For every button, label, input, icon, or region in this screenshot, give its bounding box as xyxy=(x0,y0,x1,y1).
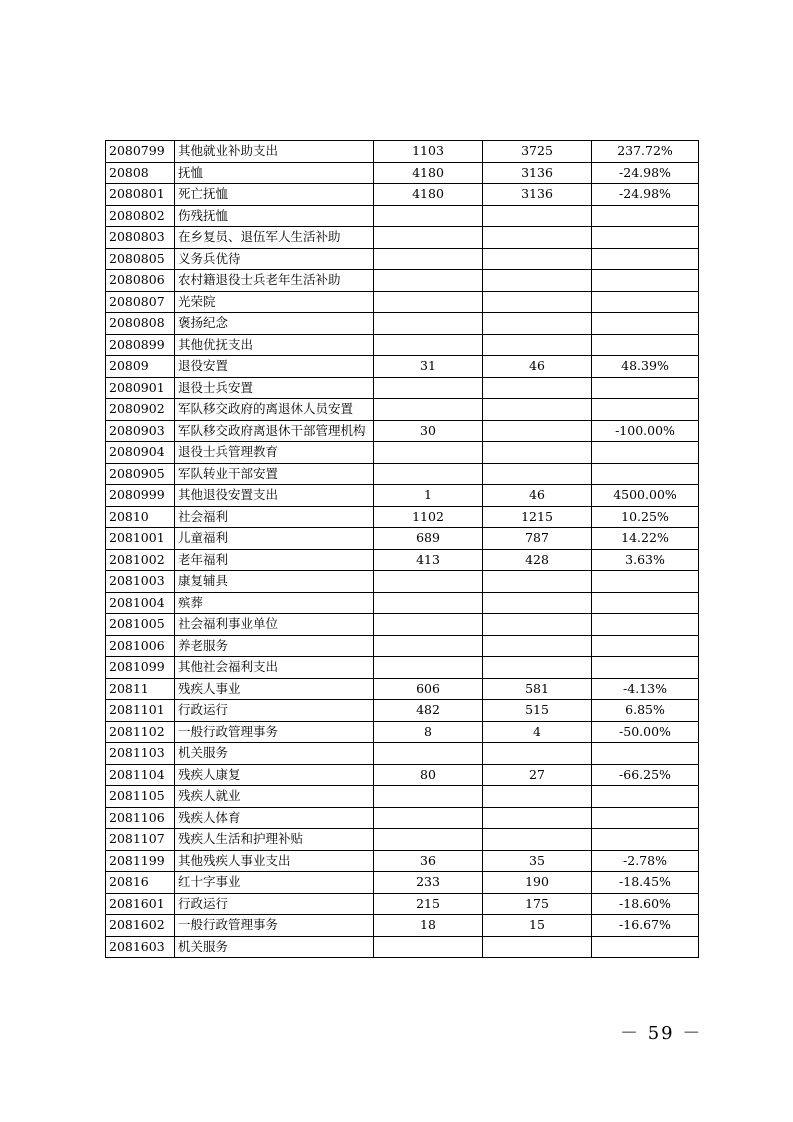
change-rate-cell: -4.13% xyxy=(592,678,699,700)
table-row xyxy=(106,248,699,270)
account-code-cell: 2080802 xyxy=(106,205,175,227)
table-row xyxy=(106,721,699,743)
current-amount-cell: 15 xyxy=(483,915,592,937)
change-rate-cell xyxy=(592,786,699,808)
account-name-cell: 军队移交政府离退休干部管理机构 xyxy=(175,420,374,442)
current-amount-cell xyxy=(483,829,592,851)
account-name-cell: 机关服务 xyxy=(175,936,374,958)
current-amount-cell: 46 xyxy=(483,485,592,507)
account-code-cell: 2080999 xyxy=(106,485,175,507)
account-code-cell: 2080902 xyxy=(106,399,175,421)
current-amount-cell xyxy=(483,936,592,958)
current-amount-cell xyxy=(483,743,592,765)
current-amount-cell: 3136 xyxy=(483,184,592,206)
previous-amount-cell xyxy=(374,205,483,227)
table-row xyxy=(106,205,699,227)
previous-amount-cell: 18 xyxy=(374,915,483,937)
table-row xyxy=(106,915,699,937)
account-name-cell: 残疾人体育 xyxy=(175,807,374,829)
change-rate-cell xyxy=(592,463,699,485)
previous-amount-cell xyxy=(374,313,483,335)
table-row xyxy=(106,506,699,528)
change-rate-cell: 4500.00% xyxy=(592,485,699,507)
account-code-cell: 2081601 xyxy=(106,893,175,915)
current-amount-cell xyxy=(483,614,592,636)
change-rate-cell xyxy=(592,807,699,829)
account-name-cell: 社会福利事业单位 xyxy=(175,614,374,636)
previous-amount-cell xyxy=(374,227,483,249)
account-name-cell: 残疾人康复 xyxy=(175,764,374,786)
previous-amount-cell: 606 xyxy=(374,678,483,700)
previous-amount-cell: 36 xyxy=(374,850,483,872)
account-name-cell: 儿童福利 xyxy=(175,528,374,550)
change-rate-cell xyxy=(592,205,699,227)
account-code-cell: 20816 xyxy=(106,872,175,894)
table-row xyxy=(106,442,699,464)
table-row xyxy=(106,356,699,378)
change-rate-cell xyxy=(592,614,699,636)
previous-amount-cell: 689 xyxy=(374,528,483,550)
change-rate-cell xyxy=(592,635,699,657)
account-code-cell: 2081102 xyxy=(106,721,175,743)
account-code-cell: 20810 xyxy=(106,506,175,528)
previous-amount-cell xyxy=(374,377,483,399)
previous-amount-cell xyxy=(374,399,483,421)
account-code-cell: 2081101 xyxy=(106,700,175,722)
previous-amount-cell xyxy=(374,463,483,485)
table-row xyxy=(106,571,699,593)
table-row xyxy=(106,291,699,313)
account-code-cell: 2081603 xyxy=(106,936,175,958)
change-rate-cell xyxy=(592,377,699,399)
current-amount-cell xyxy=(483,786,592,808)
account-name-cell: 一般行政管理事务 xyxy=(175,721,374,743)
account-name-cell: 社会福利 xyxy=(175,506,374,528)
account-name-cell: 退役士兵管理教育 xyxy=(175,442,374,464)
account-code-cell: 2080799 xyxy=(106,141,175,163)
account-name-cell: 残疾人生活和护理补贴 xyxy=(175,829,374,851)
account-code-cell: 2081006 xyxy=(106,635,175,657)
change-rate-cell: -24.98% xyxy=(592,184,699,206)
table-row xyxy=(106,485,699,507)
current-amount-cell xyxy=(483,571,592,593)
change-rate-cell xyxy=(592,313,699,335)
table-row xyxy=(106,657,699,679)
account-name-cell: 在乡复员、退伍军人生活补助 xyxy=(175,227,374,249)
account-name-cell: 退役安置 xyxy=(175,356,374,378)
table-row xyxy=(106,399,699,421)
budget-table xyxy=(105,140,699,958)
account-name-cell: 残疾人就业 xyxy=(175,786,374,808)
table-row xyxy=(106,743,699,765)
table-row xyxy=(106,764,699,786)
account-code-cell: 20811 xyxy=(106,678,175,700)
account-code-cell: 2081105 xyxy=(106,786,175,808)
page-number: － 59 － xyxy=(620,1023,703,1044)
current-amount-cell xyxy=(483,463,592,485)
table-row xyxy=(106,700,699,722)
account-code-cell: 2080903 xyxy=(106,420,175,442)
account-name-cell: 红十字事业 xyxy=(175,872,374,894)
previous-amount-cell: 413 xyxy=(374,549,483,571)
budget-table-container xyxy=(105,140,699,958)
account-code-cell: 2080807 xyxy=(106,291,175,313)
account-code-cell: 2080808 xyxy=(106,313,175,335)
change-rate-cell: -18.45% xyxy=(592,872,699,894)
account-name-cell: 行政运行 xyxy=(175,893,374,915)
change-rate-cell xyxy=(592,270,699,292)
account-code-cell: 20808 xyxy=(106,162,175,184)
current-amount-cell xyxy=(483,635,592,657)
account-code-cell: 2080905 xyxy=(106,463,175,485)
previous-amount-cell xyxy=(374,571,483,593)
current-amount-cell: 46 xyxy=(483,356,592,378)
change-rate-cell: 48.39% xyxy=(592,356,699,378)
table-row xyxy=(106,829,699,851)
account-code-cell: 2081602 xyxy=(106,915,175,937)
current-amount-cell: 27 xyxy=(483,764,592,786)
account-code-cell: 2081004 xyxy=(106,592,175,614)
current-amount-cell xyxy=(483,420,592,442)
table-row xyxy=(106,313,699,335)
account-name-cell: 残疾人事业 xyxy=(175,678,374,700)
table-row xyxy=(106,893,699,915)
current-amount-cell xyxy=(483,657,592,679)
account-name-cell: 康复辅具 xyxy=(175,571,374,593)
table-row xyxy=(106,614,699,636)
current-amount-cell: 581 xyxy=(483,678,592,700)
change-rate-cell xyxy=(592,399,699,421)
previous-amount-cell: 4180 xyxy=(374,184,483,206)
previous-amount-cell xyxy=(374,248,483,270)
previous-amount-cell xyxy=(374,786,483,808)
previous-amount-cell xyxy=(374,743,483,765)
table-row xyxy=(106,936,699,958)
table-row xyxy=(106,872,699,894)
change-rate-cell xyxy=(592,743,699,765)
account-code-cell: 2081005 xyxy=(106,614,175,636)
account-code-cell: 2080904 xyxy=(106,442,175,464)
previous-amount-cell xyxy=(374,592,483,614)
change-rate-cell: 14.22% xyxy=(592,528,699,550)
current-amount-cell xyxy=(483,399,592,421)
change-rate-cell xyxy=(592,227,699,249)
current-amount-cell: 4 xyxy=(483,721,592,743)
table-row xyxy=(106,141,699,163)
current-amount-cell: 35 xyxy=(483,850,592,872)
account-name-cell: 其他残疾人事业支出 xyxy=(175,850,374,872)
account-code-cell: 20809 xyxy=(106,356,175,378)
account-code-cell: 2080805 xyxy=(106,248,175,270)
previous-amount-cell xyxy=(374,807,483,829)
change-rate-cell: 3.63% xyxy=(592,549,699,571)
current-amount-cell: 175 xyxy=(483,893,592,915)
current-amount-cell: 1215 xyxy=(483,506,592,528)
current-amount-cell xyxy=(483,442,592,464)
change-rate-cell: -66.25% xyxy=(592,764,699,786)
change-rate-cell: -2.78% xyxy=(592,850,699,872)
current-amount-cell: 190 xyxy=(483,872,592,894)
change-rate-cell xyxy=(592,334,699,356)
current-amount-cell: 787 xyxy=(483,528,592,550)
account-code-cell: 2081199 xyxy=(106,850,175,872)
account-name-cell: 其他就业补助支出 xyxy=(175,141,374,163)
table-row xyxy=(106,377,699,399)
account-name-cell: 机关服务 xyxy=(175,743,374,765)
change-rate-cell: 10.25% xyxy=(592,506,699,528)
previous-amount-cell xyxy=(374,270,483,292)
previous-amount-cell: 80 xyxy=(374,764,483,786)
account-name-cell: 养老服务 xyxy=(175,635,374,657)
account-name-cell: 行政运行 xyxy=(175,700,374,722)
previous-amount-cell xyxy=(374,442,483,464)
account-name-cell: 伤残抚恤 xyxy=(175,205,374,227)
change-rate-cell xyxy=(592,936,699,958)
previous-amount-cell: 482 xyxy=(374,700,483,722)
table-row xyxy=(106,270,699,292)
account-name-cell: 殡葬 xyxy=(175,592,374,614)
account-name-cell: 军队移交政府的离退休人员安置 xyxy=(175,399,374,421)
change-rate-cell: -16.67% xyxy=(592,915,699,937)
current-amount-cell xyxy=(483,291,592,313)
table-row xyxy=(106,635,699,657)
previous-amount-cell: 215 xyxy=(374,893,483,915)
change-rate-cell xyxy=(592,248,699,270)
previous-amount-cell: 31 xyxy=(374,356,483,378)
account-code-cell: 2080899 xyxy=(106,334,175,356)
table-row xyxy=(106,549,699,571)
account-name-cell: 光荣院 xyxy=(175,291,374,313)
current-amount-cell xyxy=(483,377,592,399)
table-row xyxy=(106,162,699,184)
account-code-cell: 2080803 xyxy=(106,227,175,249)
change-rate-cell: 6.85% xyxy=(592,700,699,722)
current-amount-cell: 3725 xyxy=(483,141,592,163)
previous-amount-cell xyxy=(374,657,483,679)
previous-amount-cell: 30 xyxy=(374,420,483,442)
change-rate-cell xyxy=(592,592,699,614)
change-rate-cell: -18.60% xyxy=(592,893,699,915)
table-row xyxy=(106,807,699,829)
previous-amount-cell xyxy=(374,614,483,636)
account-code-cell: 2081001 xyxy=(106,528,175,550)
table-row xyxy=(106,678,699,700)
table-row xyxy=(106,786,699,808)
account-name-cell: 褒扬纪念 xyxy=(175,313,374,335)
current-amount-cell xyxy=(483,334,592,356)
current-amount-cell xyxy=(483,592,592,614)
previous-amount-cell: 4180 xyxy=(374,162,483,184)
change-rate-cell: -100.00% xyxy=(592,420,699,442)
account-code-cell: 2081103 xyxy=(106,743,175,765)
table-row xyxy=(106,592,699,614)
current-amount-cell xyxy=(483,313,592,335)
account-code-cell: 2081106 xyxy=(106,807,175,829)
account-code-cell: 2080801 xyxy=(106,184,175,206)
account-name-cell: 其他优抚支出 xyxy=(175,334,374,356)
change-rate-cell xyxy=(592,291,699,313)
account-code-cell: 2080806 xyxy=(106,270,175,292)
table-row xyxy=(106,850,699,872)
previous-amount-cell xyxy=(374,936,483,958)
table-row xyxy=(106,528,699,550)
previous-amount-cell xyxy=(374,635,483,657)
previous-amount-cell xyxy=(374,334,483,356)
previous-amount-cell: 1103 xyxy=(374,141,483,163)
change-rate-cell: 237.72% xyxy=(592,141,699,163)
account-name-cell: 义务兵优待 xyxy=(175,248,374,270)
change-rate-cell: -24.98% xyxy=(592,162,699,184)
table-row xyxy=(106,334,699,356)
account-name-cell: 军队转业干部安置 xyxy=(175,463,374,485)
current-amount-cell: 3136 xyxy=(483,162,592,184)
table-row xyxy=(106,227,699,249)
account-name-cell: 老年福利 xyxy=(175,549,374,571)
current-amount-cell xyxy=(483,248,592,270)
table-row xyxy=(106,463,699,485)
previous-amount-cell: 1 xyxy=(374,485,483,507)
account-name-cell: 其他退役安置支出 xyxy=(175,485,374,507)
account-code-cell: 2081099 xyxy=(106,657,175,679)
table-row xyxy=(106,420,699,442)
current-amount-cell xyxy=(483,227,592,249)
account-code-cell: 2081002 xyxy=(106,549,175,571)
change-rate-cell xyxy=(592,657,699,679)
table-body xyxy=(106,141,699,958)
account-name-cell: 一般行政管理事务 xyxy=(175,915,374,937)
change-rate-cell xyxy=(592,442,699,464)
previous-amount-cell xyxy=(374,291,483,313)
current-amount-cell: 428 xyxy=(483,549,592,571)
current-amount-cell xyxy=(483,205,592,227)
account-name-cell: 抚恤 xyxy=(175,162,374,184)
current-amount-cell xyxy=(483,270,592,292)
account-code-cell: 2081104 xyxy=(106,764,175,786)
account-name-cell: 死亡抚恤 xyxy=(175,184,374,206)
change-rate-cell: -50.00% xyxy=(592,721,699,743)
account-code-cell: 2081107 xyxy=(106,829,175,851)
account-name-cell: 农村籍退役士兵老年生活补助 xyxy=(175,270,374,292)
account-name-cell: 其他社会福利支出 xyxy=(175,657,374,679)
account-code-cell: 2080901 xyxy=(106,377,175,399)
table-row xyxy=(106,184,699,206)
account-name-cell: 退役士兵安置 xyxy=(175,377,374,399)
previous-amount-cell: 233 xyxy=(374,872,483,894)
previous-amount-cell xyxy=(374,829,483,851)
account-code-cell: 2081003 xyxy=(106,571,175,593)
current-amount-cell: 515 xyxy=(483,700,592,722)
change-rate-cell xyxy=(592,571,699,593)
change-rate-cell xyxy=(592,829,699,851)
current-amount-cell xyxy=(483,807,592,829)
previous-amount-cell: 8 xyxy=(374,721,483,743)
previous-amount-cell: 1102 xyxy=(374,506,483,528)
